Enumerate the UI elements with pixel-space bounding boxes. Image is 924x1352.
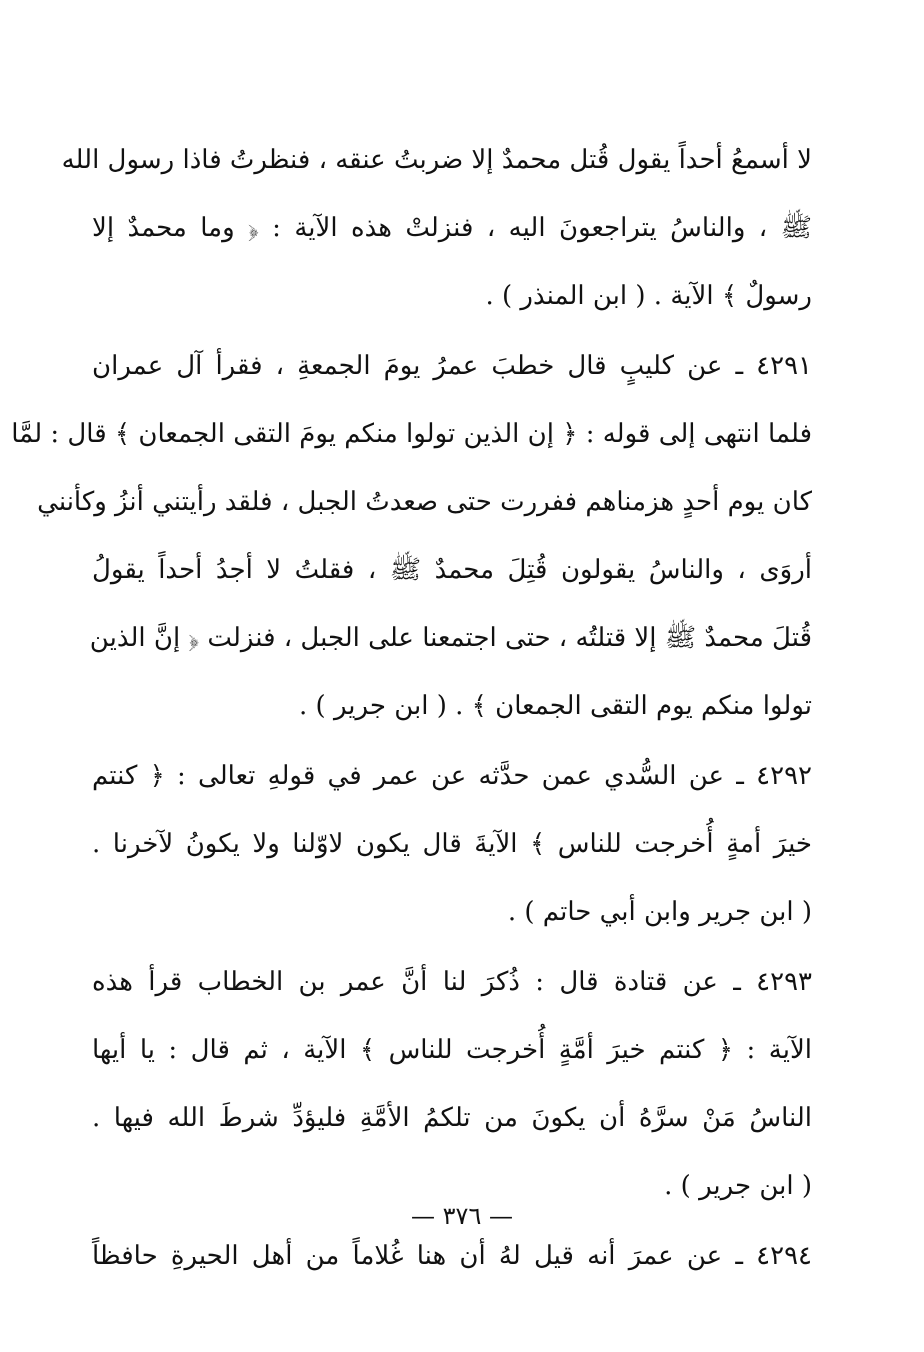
text-line: ( ابن جرير ) . [664,1171,812,1201]
text-line: فلما انتهى إلى قوله : ﴿ إن الذين تولوا منكم يومَ التقى الجمعان ﴾ قال : لمَّا [11,419,812,449]
text-line: الناسُ مَنْ سرَّهُ أن يكونَ من تلكمُ الأمَّةِ فليؤدِّ شرطَ الله فيها . [92,1103,812,1133]
text-line: لا أسمعُ أحداً يقول قُتل محمدٌ إلا ضربتُ عنقه ، فنظرتُ فاذا رسول الله [61,145,812,175]
text-line: ٤٢٩٢ ـ عن السُّدي عمن حدَّثه عن عمر في قولهِ تعالى : ﴿ كنتم [92,761,812,791]
text-line: ٤٢٩١ ـ عن كليبٍ قال خطبَ عمرُ يومَ الجمعةِ ، فقرأ آل عمران [92,351,812,381]
text-line: أروَى ، والناسُ يقولون قُتِلَ محمدٌ ﷺ ، فقلتُ لا أجدُ أحداً يقولُ [92,555,812,585]
text-line: قُتلَ محمدٌ ﷺ إلا قتلتُه ، حتى اجتمعنا على الجبل ، فنزلت ﴿ إنَّ الذين [89,623,812,653]
text-line: ( ابن جرير وابن أبي حاتم ) . [507,897,812,927]
text-line: خيرَ أمةٍ أُخرجت للناس ﴾ الآيةَ قال يكون لاوّلنا ولا يكونُ لآخرنا . [92,829,812,859]
text-line: تولوا منكم يوم التقى الجمعان ﴾ . ( ابن جرير ) . [299,691,812,721]
body-text [11,126,812,1290]
text-line: الآية : ﴿ كنتم خيرَ أمَّةٍ أُخرجت للناس ﴾ الآية ، ثم قال : يا أيها [92,1035,812,1065]
text-line: ٤٢٩٣ ـ عن قتادة قال : ذُكرَ لنا أنَّ عمر بن الخطاب قرأ هذه [92,967,812,997]
page-number: — ٣٧٦ — [411,1202,513,1230]
text-line: رسولٌ ﴾ الآية . ( ابن المنذر ) . [485,281,812,311]
text-line: ﷺ ، والناسُ يتراجعونَ اليه ، فنزلتْ هذه الآية : ﴿ وما محمدٌ إلا [92,213,812,243]
text-line: ٤٢٩٤ ـ عن عمرَ أنه قيل لهُ أن هنا غُلاماً من أهل الحيرةِ حافظاً [92,1241,812,1271]
text-line: كان يوم أحدٍ هزمناهم ففررت حتى صعدتُ الجبل ، فلقد رأيتني أنزُ وكأنني [37,487,812,517]
